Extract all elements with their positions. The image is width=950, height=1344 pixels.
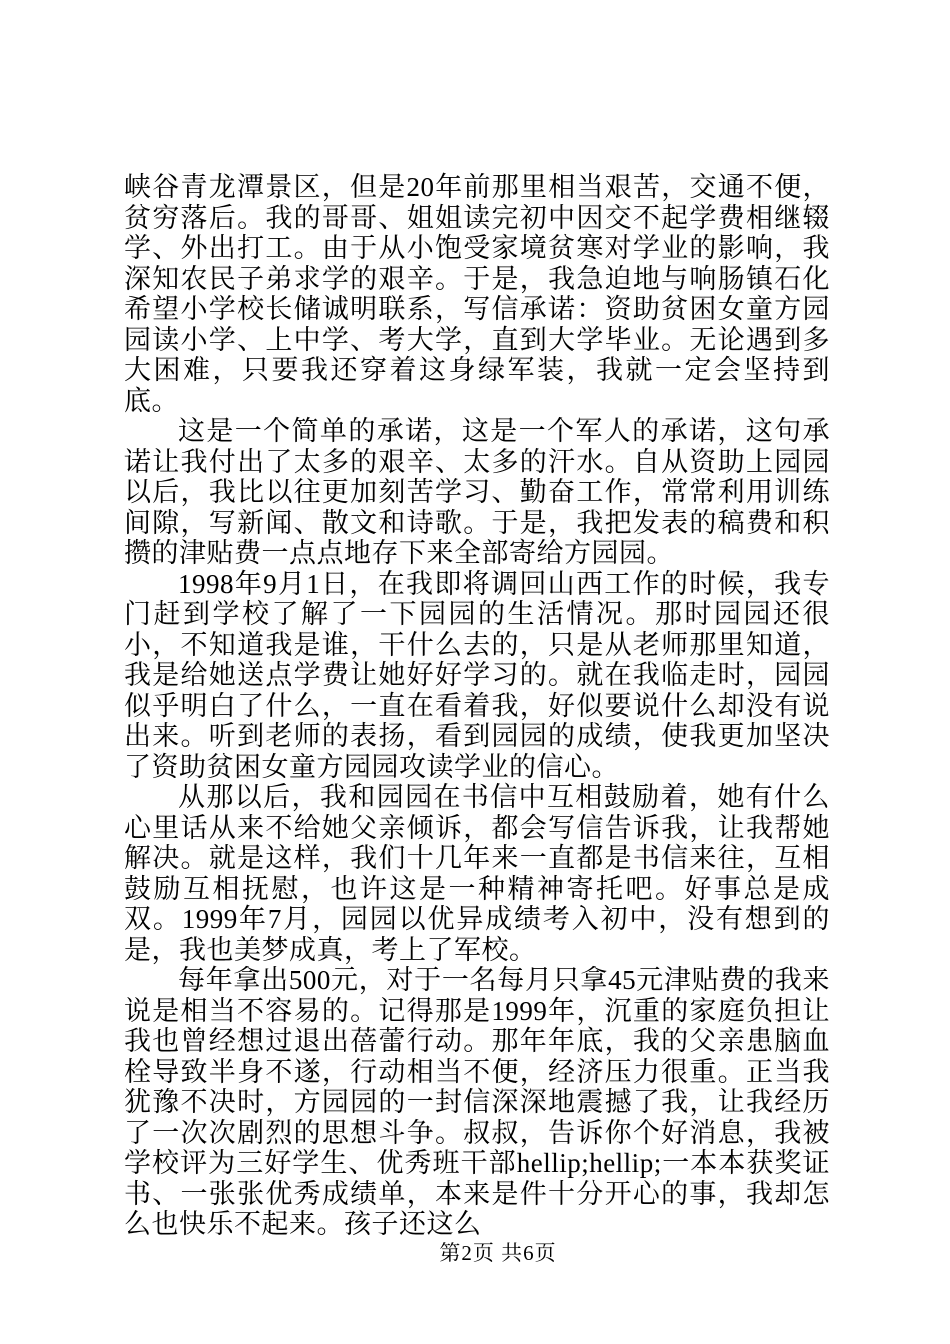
body-paragraph: 1998年9月1日，在我即将调回山西工作的时候，我专门赶到学校了解了一下园园的生活情况。那时园园还很小，不知道我是谁，干什么去的，只是从老师那里知道，我是给她送点学费让她好好学习的。就在我临走时，园园似乎明白了什么，一直在看着我，好似要说什么却没有说出来。听到老师的表扬，看到园园的成绩，使我更加坚决了资助贫困女童方园园攻读学业的信心。 xyxy=(124,568,830,782)
body-paragraph: 每年拿出500元，对于一名每月只拿45元津贴费的我来说是相当不容易的。记得那是1999年，沉重的家庭负担让我也曾经想过退出蓓蕾行动。那年年底，我的父亲患脑血栓导致半身不遂，行动相当不便，经济压力很重。正当我犹豫不决时，方园园的一封信深深地震撼了我，让我经历了一次次剧烈的思想斗争。叔叔，告诉你个好消息，我被学校评为三好学生、优秀班干部hellip;hellip;一本本获奖证书、一张张优秀成绩单，本来是件十分开心的事，我却怎么也快乐不起来。孩子还这么 xyxy=(124,965,830,1239)
document-body xyxy=(124,172,830,1240)
body-paragraph: 峡谷青龙潭景区，但是20年前那里相当艰苦，交通不便，贫穷落后。我的哥哥、姐姐读完初中因交不起学费相继辍学、外出打工。由于从小饱受家境贫寒对学业的影响，我深知农民子弟求学的艰辛。于是，我急迫地与响肠镇石化希望小学校长储诚明联系，写信承诺：资助贫困女童方园园读小学、上中学、考大学，直到大学毕业。无论遇到多大困难，只要我还穿着这身绿军装，我就一定会坚持到底。 xyxy=(124,172,830,416)
page-footer xyxy=(0,1241,950,1265)
body-paragraph: 这是一个简单的承诺，这是一个军人的承诺，这句承诺让我付出了太多的艰辛、太多的汗水。自从资助上园园以后，我比以往更加刻苦学习、勤奋工作，常常利用训练间隙，写新闻、散文和诗歌。于是，我把发表的稿费和积攒的津贴费一点点地存下来全部寄给方园园。 xyxy=(124,416,830,568)
body-paragraph: 从那以后，我和园园在书信中互相鼓励着，她有什么心里话从来不给她父亲倾诉，都会写信告诉我，让我帮她解决。就是这样，我们十几年来一直都是书信来往，互相鼓励互相抚慰，也许这是一种精神寄托吧。好事总是成双。1999年7月，园园以优异成绩考入初中，没有想到的是，我也美梦成真，考上了军校。 xyxy=(124,782,830,965)
page-number-label: 第2页 共6页 xyxy=(439,1241,557,1265)
